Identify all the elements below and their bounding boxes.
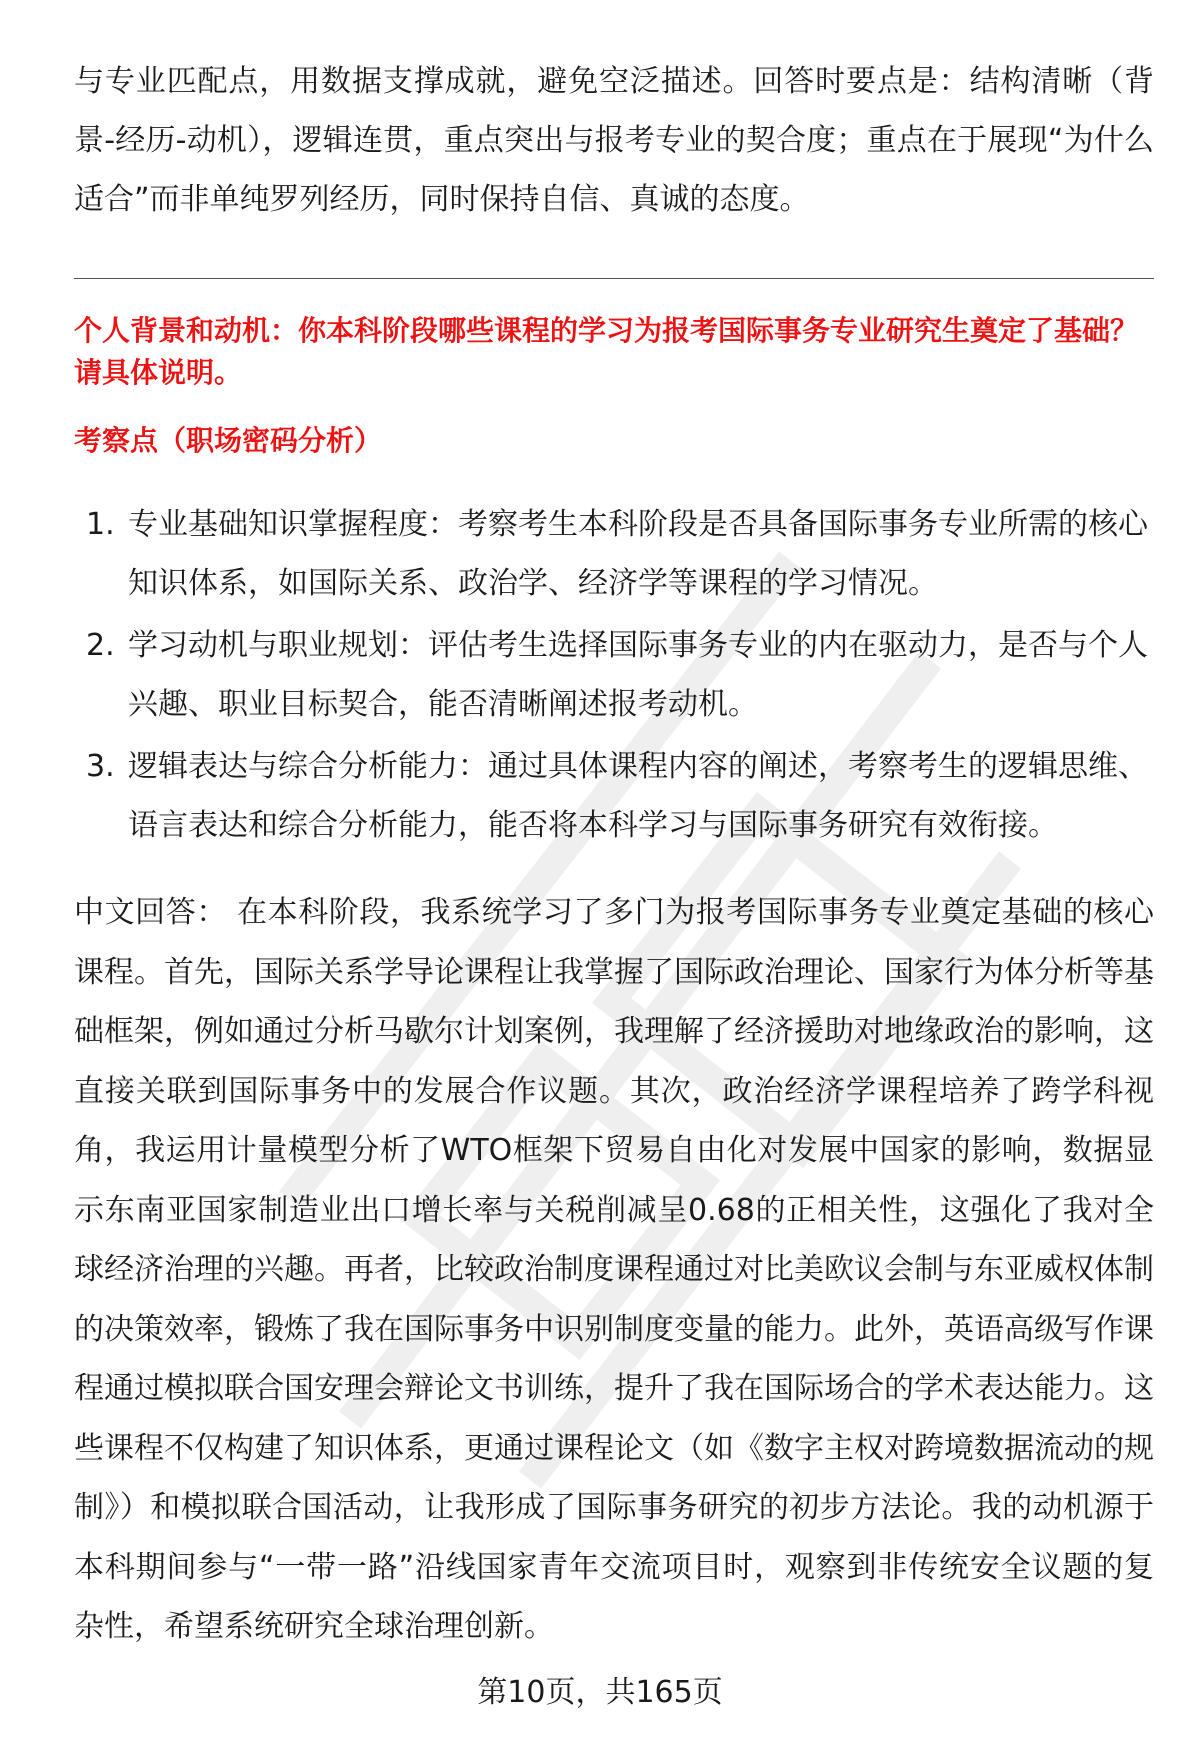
list-item-number: 3. [86,749,115,784]
analysis-points-list [74,495,1154,858]
intro-paragraph: 与专业匹配点，用数据支撑成就，避免空泛描述。回答时要点是：结构清晰（背景-经历-动机），逻辑连贯，重点突出与报考专业的契合度；重点在于展现“为什么适合”而非单纯罗列经历，同时保持自信、真诚的态度。 [74,64,1154,217]
list-item-text: 专业基础知识掌握程度：考察考生本科阶段是否具备国际事务专业所需的核心知识体系，如国际关系、政治学、经济学等课程的学习情况。 [128,507,1148,601]
list-item-number: 2. [86,628,115,663]
list-item-text: 逻辑表达与综合分析能力：通过具体课程内容的阐述，考察考生的逻辑思维、语言表达和综合分析能力，能否将本科学习与国际事务研究有效衔接。 [128,749,1148,843]
question-heading: 个人背景和动机：你本科阶段哪些课程的学习为报考国际事务专业研究生奠定了基础？请具体说明。 [74,314,1139,389]
list-item [74,616,1154,734]
analysis-section-title: 考察点（职场密码分析） [74,424,383,457]
page-number-footer: 第10页，共165页 [477,1675,723,1710]
list-item [74,495,1154,613]
list-item-number: 1. [86,507,115,542]
list-item-text: 学习动机与职业规划：评估考生选择国际事务专业的内在驱动力，是否与个人兴趣、职业目标契合，能否清晰阐述报考动机。 [128,628,1148,722]
section-divider [74,278,1154,279]
list-item [74,737,1154,855]
answer-paragraph: 中文回答： 在本科阶段，我系统学习了多门为报考国际事务专业奠定基础的核心课程。首先，国际关系学导论课程让我掌握了国际政治理论、国家行为体分析等基础框架，例如通过分析马歇尔计划案例，我理解了经济援助对地缘政治的影响，这直接关联到国际事务中的发展合作议题。其次，政治经济学课程培养了跨学科视角，我运用计量模型分析了WTO框架下贸易自由化对发展中国家的影响，数据显示东南亚国家制造业出口增长率与关税削减呈0.68的正相关性，这强化了我对全球经济治理的兴趣。再者，比较政治制度课程通过对比美欧议会制与东亚威权体制的决策效率，锻炼了我在国际事务中识别制度变量的能力。此外，英语高级写作课程通过模拟联合国安理会辩论文书训练，提升了我在国际场合的学术表达能力。这些课程不仅构建了知识体系，更通过课程论文（如《数字主权对跨境数据流动的规制》）和模拟联合国活动，让我形成了国际事务研究的初步方法论。我的动机源于本科期间参与“一带一路”沿线国家青年交流项目时，观察到非传统安全议题的复杂性，希望系统研究全球治理创新。 [74,895,1154,1644]
